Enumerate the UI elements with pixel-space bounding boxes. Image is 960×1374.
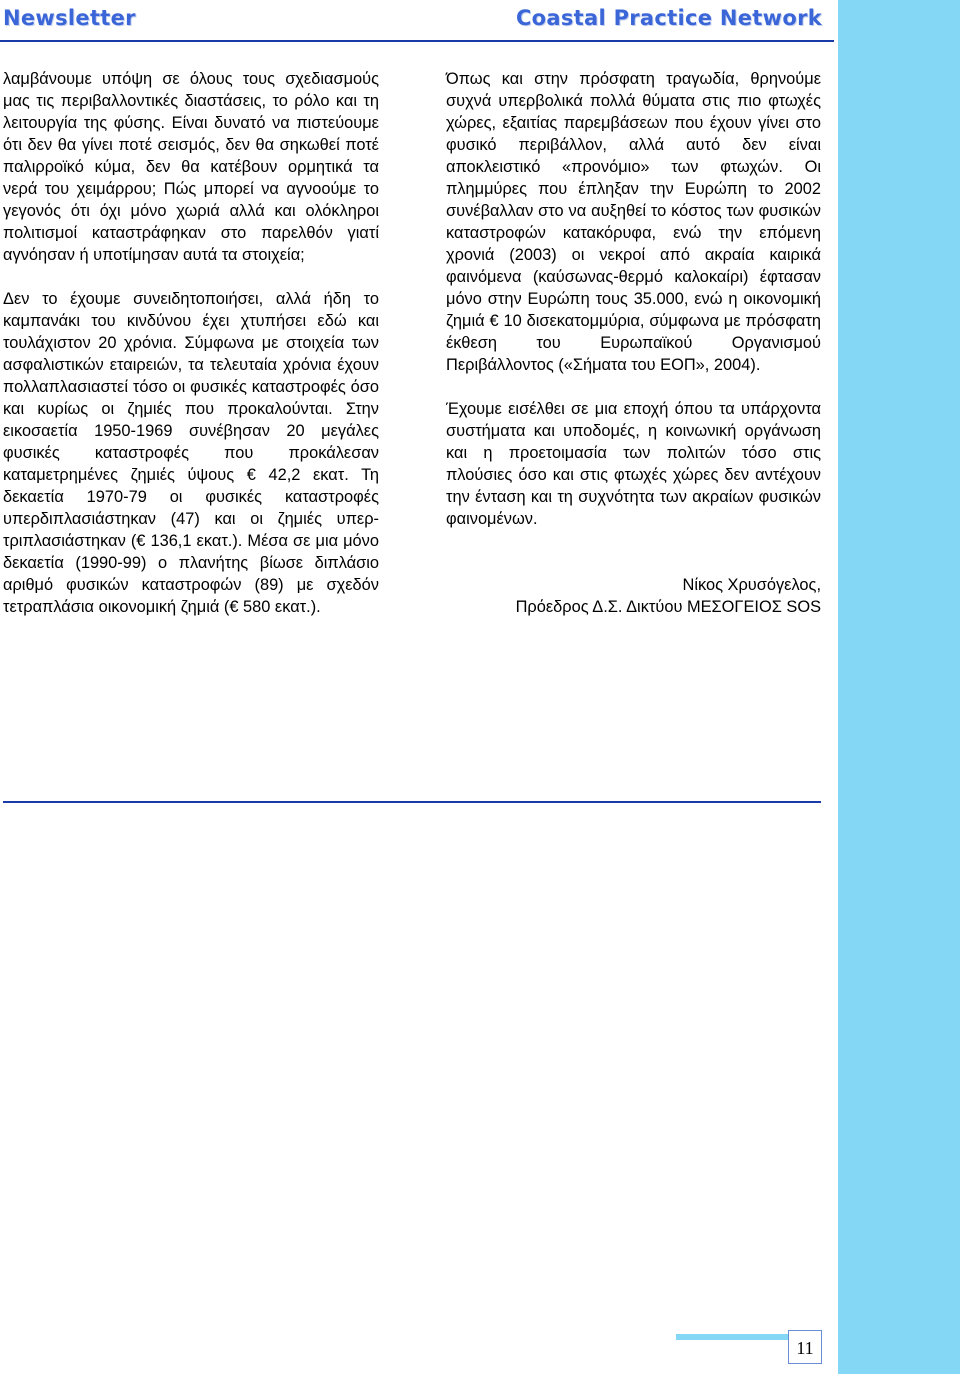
- footer-divider: [3, 801, 821, 803]
- author-title: Πρόεδρος Δ.Σ. Δικτύου ΜΕΣΟΓΕΙΟΣ SOS: [515, 598, 821, 616]
- decorative-side-bar: [838, 0, 960, 1374]
- article-column-right: [446, 68, 821, 618]
- page-header: [0, 0, 834, 42]
- paragraph: Έχουμε εισέλθει σε μια εποχή όπου τα υπάρχοντα συστήματα και υποδομές, η κοινωνική οργάνωση και η προετοιμασία των πολιτών τόσο στις πλούσιες όσο και στις φτωχές χώρες δεν αντέχουν την ένταση και τη συχνότητα των ακραίων φυσικών φαινομένων.: [446, 400, 821, 528]
- paragraph: Όπως και στην πρόσφατη τραγωδία, θρηνούμε συχνά υπερβολικά πολλά θύματα στις πιο φτωχές χώρες, εξαιτίας παρεμβάσεων που έχουν γίνει στο φυσικό περιβάλλον, αλλά αυτό δεν είναι αποκλειστικό «προνόμιο» των φτωχών. Οι πλημμύρες που έπληξαν την Ευρώπη το 2002 συνέβαλλαν στο να αυξηθεί το κόστος των φυσικών καταστροφών κατακόρυφα, ενώ την επόμενη χρονιά (2003) οι νεκροί από ακραία καιρικά φαινόμενα (καύσωνας-θερμό καλοκαίρι) έφτασαν μόνο στην Ευρώπη τους 35.000, ενώ η οικονομική ζημιά € 10 δισεκατομμύρια, σύμφωνα με πρόσφατη έκθεση του Ευρωπαϊκού Οργανισμού Περιβάλλοντος («Σήματα του ΕΟΠ», 2004).: [446, 70, 821, 374]
- page-number-box: [676, 1330, 822, 1364]
- article-column-left: [3, 68, 379, 640]
- network-title: Coastal Practice Network: [515, 6, 822, 30]
- paragraph: Δεν το έχουμε συνειδητοποιήσει, αλλά ήδη το καμπανάκι του κινδύνου έχει χτυπήσει εδώ και τουλάχιστον 20 χρόνια. Σύμφωνα με στοιχεία των ασφαλιστικών εταιρειών, τα τελευταία χρόνια έχουν πολλαπλασιαστεί τόσο οι φυσικές καταστροφές όσο και κυρίως οι ζημιές που προκαλούνται. Στην εικοσαετία 1950-1969 συνέβησαν 20 μεγάλες φυσικές καταστροφές που προκάλεσαν καταμετρημένες ζημιές ύψους € 42,2 εκατ. Τη δεκαετία 1970-79 οι φυσικές καταστροφές υπερδιπλασιάστηκαν (47) και οι ζημιές υπερ-τριπλασιάστηκαν (€ 136,1 εκατ.). Μέσα σε μια μόνο δεκαετία (1990-99) ο πλανήτης βίωσε διπλάσιο αριθμό φυσικών καταστροφών (89) με σχεδόν τετραπλάσια οικονομική ζημιά (€ 580 εκατ.).: [3, 290, 379, 616]
- author-name: Νίκος Χρυσόγελος,: [682, 576, 821, 594]
- author-signature: [446, 574, 821, 618]
- page-number: 11: [788, 1330, 822, 1364]
- newsletter-title: Newsletter: [3, 6, 136, 30]
- paragraph: λαμβάνουμε υπόψη σε όλους τους σχεδιασμούς μας τις περιβαλλοντικές διαστάσεις, το ρόλο και τη λειτουργία της φύσης. Είναι δυνατό να πιστεύουμε ότι δεν θα γίνει ποτέ σεισμός, δεν θα σηκωθεί ποτέ παλιρροϊκό κύμα, δεν θα κατέβουν ορμητικά τα νερά του χειμάρρου; Πώς μπορεί να αγνοούμε το γεγονός ότι όχι μόνο χωριά αλλά και ολόκληροι πολιτισμοί καταστράφηκαν στο παρελθόν γιατί αγνόησαν ή υποτίμησαν αυτά τα στοιχεία;: [3, 70, 379, 264]
